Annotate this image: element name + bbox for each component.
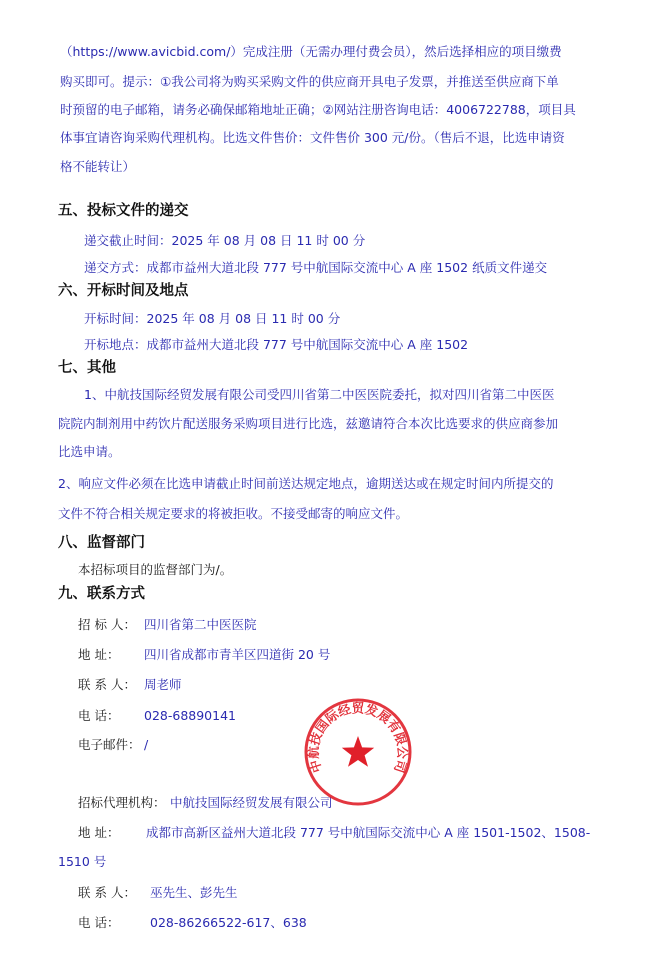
email-value: / xyxy=(144,737,149,752)
other-item-1-line-2: 院院内制剂用中药饮片配送服务采购项目进行比选，兹邀请符合本次比选要求的供应商参加 xyxy=(58,416,559,431)
address-value: 四川省成都市青羊区四道街 20 号 xyxy=(144,647,331,662)
opening-time: 开标时间：2025 年 08 月 08 日 11 时 00 分 xyxy=(84,311,341,326)
opening-place: 开标地点：成都市益州大道北段 777 号中航国际交流中心 A 座 1502 xyxy=(84,337,469,352)
agency-address-label: 地 址： xyxy=(78,825,120,840)
intro-line-1: （https://www.avicbid.com/）完成注册（无需办理付费会员），然后选择相应的项目缴费 xyxy=(60,44,562,59)
agency-phone-label: 电 话： xyxy=(78,915,120,930)
agency-address-continued: 1510 号 xyxy=(58,854,107,869)
contact-label: 联 系 人： xyxy=(78,677,136,692)
other-item-2-line-2: 文件不符合相关规定要求的将被拒收。不接受邮寄的响应文件。 xyxy=(58,506,409,521)
intro-line-4: 体事宜请咨询采购代理机构。比选文件售价：文件售价 300 元/份。（售后不退，比选申请资 xyxy=(60,130,565,145)
agency-address-value: 成都市高新区益州大道北段 777 号中航国际交流中心 A 座 1501-1502、1508- xyxy=(146,825,591,840)
section-8-heading: 八、监督部门 xyxy=(58,535,145,551)
other-item-1-line-1: 1、中航技国际经贸发展有限公司受四川省第二中医医院委托，拟对四川省第二中医医 xyxy=(84,387,555,402)
intro-line-5: 格不能转让） xyxy=(60,159,136,174)
agency-phone-value: 028-86266522-617、638 xyxy=(150,915,307,930)
tenderer-value: 四川省第二中医医院 xyxy=(144,617,257,632)
seal-text: 中航技国际经贸发展有限公司 xyxy=(305,700,411,775)
supervision-text: 本招标项目的监督部门为/。 xyxy=(78,562,233,577)
section-7-heading: 七、其他 xyxy=(58,360,116,376)
section-5-heading: 五、投标文件的递交 xyxy=(58,203,189,219)
agency-label: 招标代理机构： xyxy=(78,795,166,810)
tenderer-label: 招 标 人： xyxy=(78,617,136,632)
agency-contact-value: 巫先生、彭先生 xyxy=(150,885,238,900)
contact-value: 周老师 xyxy=(144,677,182,692)
company-seal xyxy=(302,696,414,808)
phone-value: 028-68890141 xyxy=(144,708,236,723)
email-label: 电子邮件： xyxy=(78,737,141,752)
intro-line-3: 时预留的电子邮箱，请务必确保邮箱地址正确；②网站注册咨询电话：4006722788，项目具 xyxy=(60,102,576,117)
phone-label: 电 话： xyxy=(78,708,120,723)
submission-method: 递交方式：成都市益州大道北段 777 号中航国际交流中心 A 座 1502 纸质文件递交 xyxy=(84,260,548,275)
other-item-1-line-3: 比选申请。 xyxy=(58,444,121,459)
agency-value: 中航技国际经贸发展有限公司 xyxy=(170,795,333,810)
address-label: 地 址： xyxy=(78,647,120,662)
section-6-heading: 六、开标时间及地点 xyxy=(58,283,189,299)
section-9-heading: 九、联系方式 xyxy=(58,586,145,602)
other-item-2-line-1: 2、响应文件必须在比选申请截止时间前送达规定地点，逾期送达或在规定时间内所提交的 xyxy=(58,476,554,491)
agency-contact-label: 联 系 人： xyxy=(78,885,136,900)
star-icon xyxy=(342,736,374,767)
submission-deadline: 递交截止时间：2025 年 08 月 08 日 11 时 00 分 xyxy=(84,233,366,248)
intro-line-2: 购买即可。提示：①我公司将为购买采购文件的供应商开具电子发票，并推送至供应商下单 xyxy=(60,74,559,89)
